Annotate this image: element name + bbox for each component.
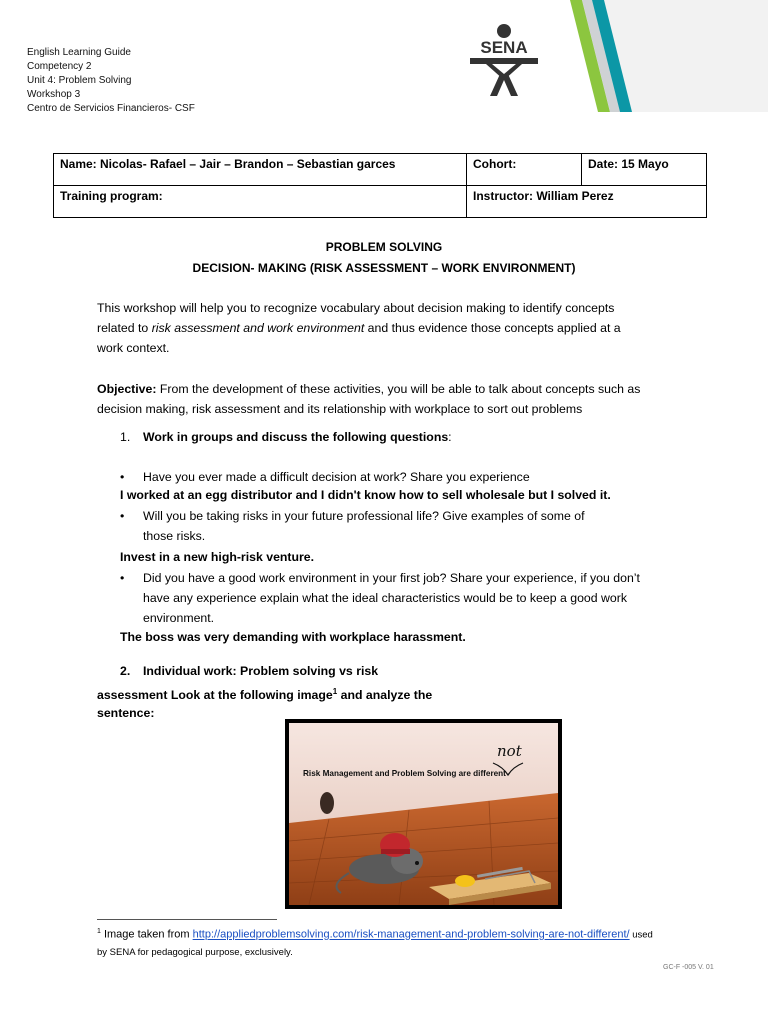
footnote	[97, 924, 657, 961]
question-item	[120, 506, 602, 546]
footnote-prefix: Image taken from	[100, 928, 193, 941]
section2-number: 2.	[120, 664, 131, 678]
handwritten-not: not	[497, 742, 522, 760]
header-line: Competency 2	[27, 61, 92, 72]
bullet-icon: •	[120, 509, 125, 523]
header-line: Workshop 3	[27, 89, 81, 100]
document-code: GC-F -005 V. 01	[663, 964, 714, 971]
footnote-link[interactable]: http://appliedproblemsolving.com/risk-management-and-problem-solving-are-not-different/	[192, 928, 630, 941]
header-line: Unit 4: Problem Solving	[27, 75, 132, 86]
question-item	[120, 568, 662, 628]
section1-heading	[143, 427, 452, 447]
page-subtitle: DECISION- MAKING (RISK ASSESSMENT – WORK ENVIRONMENT)	[192, 261, 576, 275]
bullet-icon: •	[120, 470, 125, 484]
instructor-cell: Instructor: William Perez	[467, 186, 707, 218]
section2-line3: sentence:	[97, 706, 155, 720]
answer-text: Invest in a new high-risk venture.	[120, 550, 315, 564]
objective-label: Objective:	[97, 382, 157, 396]
cohort-cell: Cohort:	[467, 154, 582, 186]
section1-number: 1.	[120, 430, 131, 444]
header-line: Centro de Servicios Financieros- CSF	[27, 103, 195, 114]
mousehole-shape	[320, 792, 334, 814]
section1-heading-text: Work in groups and discuss the following questions	[143, 430, 449, 444]
mouse-trap-illustration	[289, 723, 558, 905]
risk-mouse-image	[285, 719, 562, 909]
section2-line2	[97, 682, 432, 705]
question-text: Will you be taking risks in your future professional life? Give examples of some of those risks.	[143, 509, 585, 543]
footnote-suffix: used by SENA for pedagogical purpose, exclusively.	[97, 929, 653, 958]
intro-text: This workshop will help you to recognize vocabulary about decision making to identify concepts related to	[97, 301, 615, 335]
intro-text-end: and thus evidence those concepts applied at a work context.	[97, 321, 621, 355]
objective-paragraph	[97, 379, 657, 419]
name-cell: Name: Nicolas- Rafael – Jair – Brandon – Sebastian garces	[54, 154, 467, 186]
section1-colon: :	[448, 430, 452, 444]
intro-italic: risk assessment and work environment	[151, 321, 365, 335]
objective-text: From the development of these activities, you will be able to talk about concepts such as decision making, risk assessment and its relationship with workplace to sort out problems	[97, 382, 641, 416]
answer-text: The boss was very demanding with workplace harassment.	[120, 630, 466, 644]
header-stripes	[560, 0, 768, 112]
student-info-table	[53, 153, 707, 218]
logo-text: SENA	[480, 38, 528, 57]
footnote-number: 1	[97, 928, 101, 935]
image-caption: Risk Management and Problem Solving are different	[303, 769, 506, 778]
footnote-divider	[97, 919, 277, 920]
page-title: PROBLEM SOLVING	[325, 240, 443, 254]
bullet-icon: •	[120, 571, 125, 585]
sena-logo	[466, 22, 542, 98]
section2-line2-end: and analyze the	[337, 688, 433, 703]
footnote-ref[interactable]: 1	[332, 687, 338, 696]
training-program-cell: Training program:	[54, 186, 467, 218]
intro-paragraph	[97, 298, 645, 358]
document-header	[27, 46, 195, 116]
section2-line1: Individual work: Problem solving vs risk	[143, 664, 379, 678]
answer-text: I worked at an egg distributor and I didn't know how to sell wholesale but I solved it.	[120, 488, 611, 502]
date-cell: Date: 15 Mayo	[582, 154, 707, 186]
question-text: Did you have a good work environment in your first job? Share your experience, if you don’t have any experience explain what the ideal characteristics would be to keep a good work environment.	[143, 571, 640, 625]
question-text: Have you ever made a difficult decision at work? Share you experience	[143, 470, 530, 484]
header-line: English Learning Guide	[27, 47, 131, 58]
section2-line2-text: assessment Look at the following image	[97, 688, 333, 703]
question-item	[120, 467, 660, 487]
